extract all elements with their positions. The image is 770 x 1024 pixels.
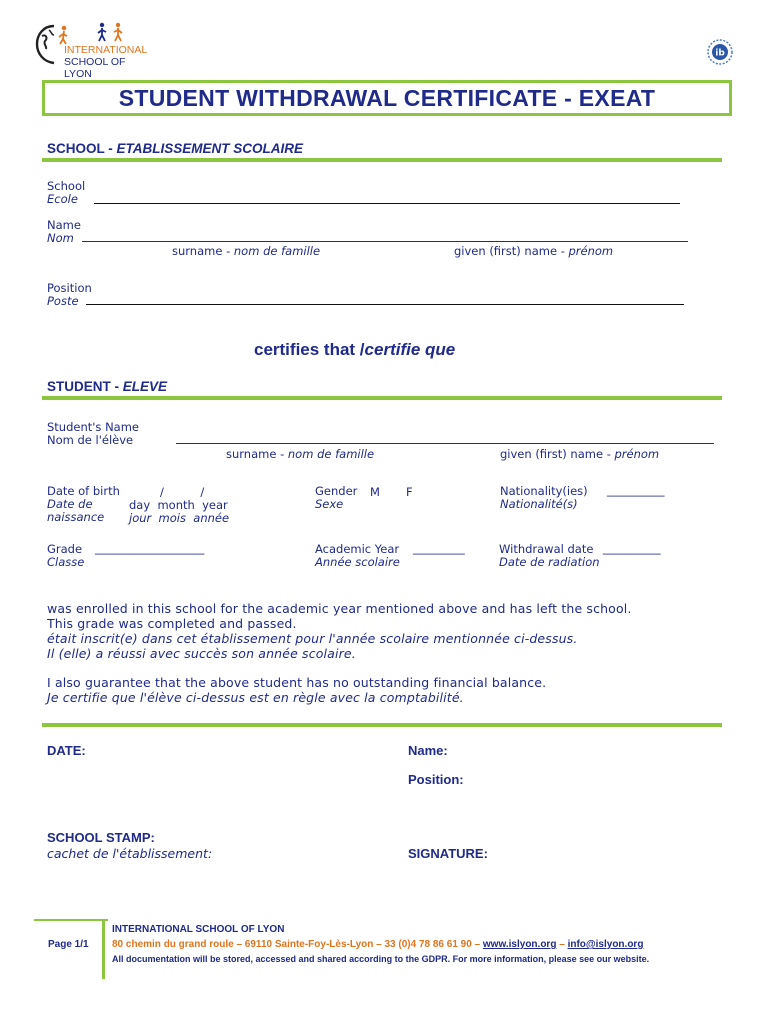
student-name-label-fr: Nom de l'élève [47, 433, 134, 447]
name-surname-hint-en: surname - [172, 244, 234, 258]
gender-label-en: Gender [315, 484, 358, 498]
ib-logo-icon [706, 38, 734, 66]
signature-section-rule [42, 723, 722, 727]
school-label-fr: Ecole [47, 192, 78, 206]
student-given-hint [500, 447, 659, 461]
footer-email-link[interactable]: info@islyon.org [567, 939, 644, 950]
school-stamp-label-fr: cachet de l'établissement: [47, 846, 213, 861]
grade-label-en: Grade [47, 542, 83, 556]
academic-year-label [315, 543, 400, 569]
gender-label-fr: Sexe [315, 497, 344, 511]
logo-line2: SCHOOL OF LYON [64, 56, 126, 80]
name-label [47, 219, 81, 245]
student-name-label [47, 421, 139, 447]
academic-year-label-en: Academic Year [315, 542, 400, 556]
statement-line2: This grade was completed and passed. [47, 616, 297, 631]
nationality-field[interactable]: __________ [607, 483, 665, 497]
school-stamp-label: SCHOOL STAMP: [47, 830, 155, 845]
footer-gdpr: All documentation will be stored, accessed and shared according to the GDPR. For more information, please see our website. [112, 954, 650, 964]
grade-field[interactable]: ___________________ [95, 541, 205, 555]
withdrawal-date-label [499, 543, 600, 569]
dob-label [47, 485, 120, 524]
school-label [47, 180, 85, 206]
children-figures-icon [96, 22, 126, 44]
academic-year-field[interactable]: _________ [413, 541, 465, 555]
ib-label: ib [715, 48, 725, 59]
name-given-hint-en: given (first) name - [454, 244, 569, 258]
signer-position-label: Position: [408, 772, 464, 787]
grade-label-fr: Classe [47, 555, 85, 569]
gender-label [315, 485, 357, 511]
academic-year-label-fr: Année scolaire [315, 555, 400, 569]
position-field[interactable] [86, 304, 684, 305]
dob-label-fr2: naissance [47, 510, 105, 524]
dob-field[interactable]: / / [160, 485, 205, 499]
date-label: DATE: [47, 743, 86, 758]
withdrawal-date-field[interactable]: __________ [603, 541, 661, 555]
student-section-rule [42, 396, 722, 400]
student-surname-hint-en: surname - [226, 447, 288, 461]
certifies-fr: certifie que [364, 340, 456, 359]
dob-parts-fr: jour mois année [129, 511, 230, 525]
name-field[interactable] [82, 241, 688, 242]
statement-line3: était inscrit(e) dans cet établissement pour l'année scolaire mentionnée ci-dessus. [47, 631, 578, 646]
school-label-en: School [47, 179, 86, 193]
student-surname-hint [226, 447, 374, 461]
name-label-en: Name [47, 218, 81, 232]
footer-address: 80 chemin du grand roule – 69110 Sainte-Foy-Lès-Lyon – 33 (0)4 78 86 61 90 – [112, 939, 483, 950]
dob-parts: day month year [129, 498, 228, 512]
withdrawal-label-fr: Date de radiation [499, 555, 600, 569]
logo-line1: INTERNATIONAL [64, 44, 148, 56]
dob-label-fr1: Date de [47, 497, 93, 511]
school-heading-en: SCHOOL - [47, 141, 117, 156]
statement-line6: Je certifie que l'élève ci-dessus est en règle avec la comptabilité. [47, 690, 464, 705]
school-heading-fr: ETABLISSEMENT SCOLAIRE [116, 141, 304, 156]
financial-statement [47, 675, 546, 705]
withdrawal-label-en: Withdrawal date [499, 542, 594, 556]
certifies-en: certifies that / [254, 340, 365, 359]
footer-separator: – [556, 939, 568, 950]
student-name-field[interactable] [176, 443, 714, 444]
page-number: Page 1/1 [48, 939, 89, 950]
statement-line4: Il (elle) a réussi avec succès son année scolaire. [47, 646, 356, 661]
title-box [42, 80, 732, 116]
student-given-hint-fr: prénom [614, 447, 660, 461]
footer-rule-horizontal [34, 919, 108, 921]
student-surname-hint-fr: nom de famille [287, 447, 375, 461]
school-section-heading [47, 141, 303, 156]
name-given-hint-fr: prénom [568, 244, 614, 258]
logo-text [64, 44, 154, 80]
student-given-hint-en: given (first) name - [500, 447, 615, 461]
nationality-label [500, 485, 588, 511]
name-surname-hint [172, 244, 320, 258]
name-surname-hint-fr: nom de famille [233, 244, 321, 258]
page-title: STUDENT WITHDRAWAL CERTIFICATE - EXEAT [118, 85, 656, 111]
nationality-label-fr: Nationalité(s) [500, 497, 578, 511]
name-given-hint [454, 244, 613, 258]
school-section-rule [42, 158, 722, 162]
student-name-label-en: Student's Name [47, 420, 140, 434]
school-field[interactable] [94, 203, 680, 204]
position-label-en: Position [47, 281, 92, 295]
name-label-fr: Nom [47, 231, 74, 245]
enrollment-statement [47, 601, 632, 661]
student-heading-en: STUDENT - [47, 379, 123, 394]
gender-m-option[interactable]: M [370, 485, 380, 499]
student-section-heading [47, 379, 167, 394]
grade-label [47, 543, 84, 569]
statement-line5: I also guarantee that the above student has no outstanding financial balance. [47, 675, 547, 690]
nationality-label-en: Nationality(ies) [500, 484, 588, 498]
signature-label: SIGNATURE: [408, 846, 488, 861]
position-label-fr: Poste [47, 294, 79, 308]
student-heading-fr: ELEVE [122, 379, 168, 394]
footer-org: INTERNATIONAL SCHOOL OF LYON [112, 924, 285, 935]
footer-rule-vertical [102, 921, 105, 979]
footer-address-line [112, 939, 643, 950]
school-logo [34, 22, 154, 80]
gender-f-option[interactable]: F [406, 485, 413, 499]
statement-line1: was enrolled in this school for the academic year mentioned above and has left the school. [47, 601, 632, 616]
certifies-heading [254, 340, 455, 360]
signer-name-label: Name: [408, 743, 448, 758]
dob-label-en: Date of birth [47, 484, 120, 498]
footer-website-link[interactable]: www.islyon.org [482, 939, 557, 950]
